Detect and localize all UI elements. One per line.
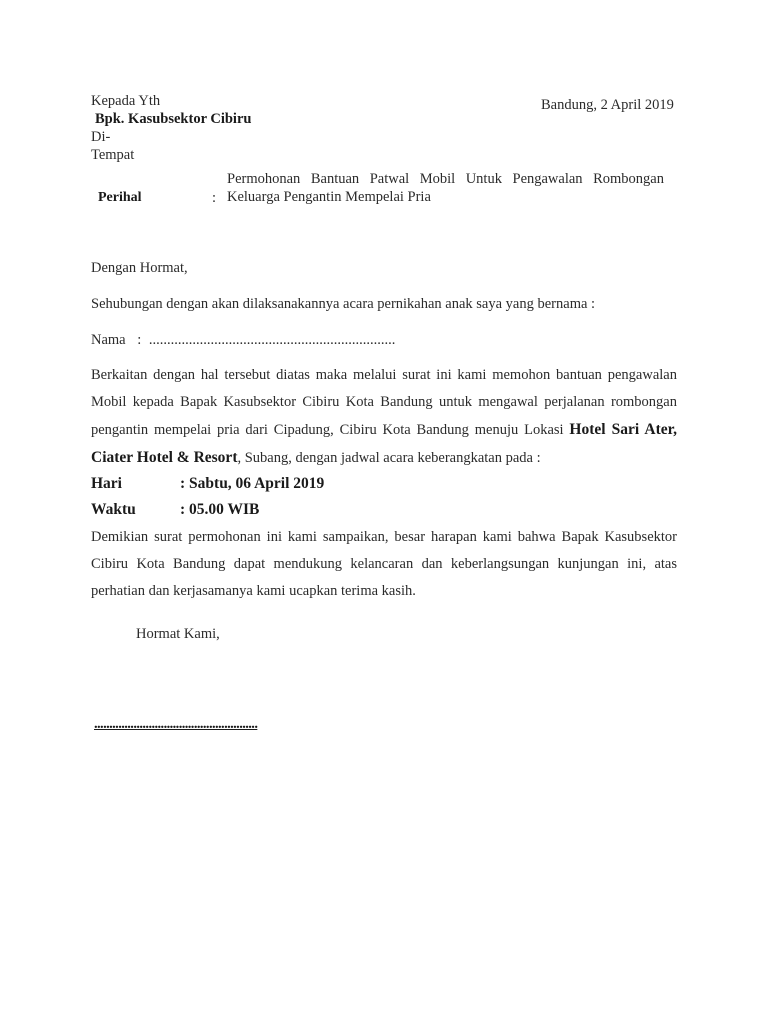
body-text-2: , Subang, dengan jadwal acara keberangkatan pada :: [237, 450, 541, 466]
intro-text: Sehubungan dengan akan dilaksanakannya acara pernikahan anak saya yang bernama :: [91, 296, 596, 312]
location-name: Hotel Sari Ater, Ciater Hotel & Resort: [91, 421, 677, 466]
name-label: Nama: [91, 332, 126, 348]
name-separator: :: [137, 332, 142, 348]
subject-line-2: Keluarga Pengantin Mempelai Pria: [227, 189, 431, 205]
schedule-day-value: : Sabtu, 06 April 2019: [180, 475, 325, 492]
greeting: Dengan Hormat,: [91, 260, 188, 276]
schedule-time-value: : 05.00 WIB: [180, 501, 260, 518]
recipient-name: Bpk. Kasubsektor Cibiru: [95, 111, 252, 127]
place-date: Bandung, 2 April 2019: [541, 97, 674, 113]
recipient-salutation: Kepada Yth: [91, 93, 161, 109]
sign-off: Hormat Kami,: [136, 626, 220, 642]
name-field: [91, 332, 395, 349]
body-text-1: Berkaitan dengan hal tersebut diatas maka melalui surat ini kami memohon bantuan pengawalan Mobil kepada Bapak Kasubsektor Cibiru Kota Bandung untuk mengawal perjalanan rombongan pengantin mempelai pria dari Cipadung, Cibiru Kota Bandung menuju Lokasi: [91, 367, 677, 438]
schedule-day-label: Hari: [91, 475, 122, 492]
recipient-di: Di-: [91, 129, 111, 145]
recipient-place: Tempat: [91, 147, 135, 163]
closing-paragraph: Demikian surat permohonan ini kami sampaikan, besar harapan kami bahwa Bapak Kasubsektor Cibiru Kota Bandung dapat mendukung kelancaran dan keberlangsungan kunjungan ini, atas perhatian dan kerjasamanya kami ucapkan terima kasih.: [91, 529, 677, 599]
subject-line-1: Permohonan Bantuan Patwal Mobil Untuk Pengawalan Rombongan: [227, 171, 664, 187]
signature-line: ......................................................: [94, 716, 258, 732]
schedule-time-label: Waktu: [91, 501, 136, 518]
name-placeholder-dots: ....................................................................: [148, 332, 396, 348]
subject-label: Perihal: [98, 190, 142, 205]
subject-colon: :: [212, 190, 217, 206]
body-paragraph: [91, 362, 677, 472]
